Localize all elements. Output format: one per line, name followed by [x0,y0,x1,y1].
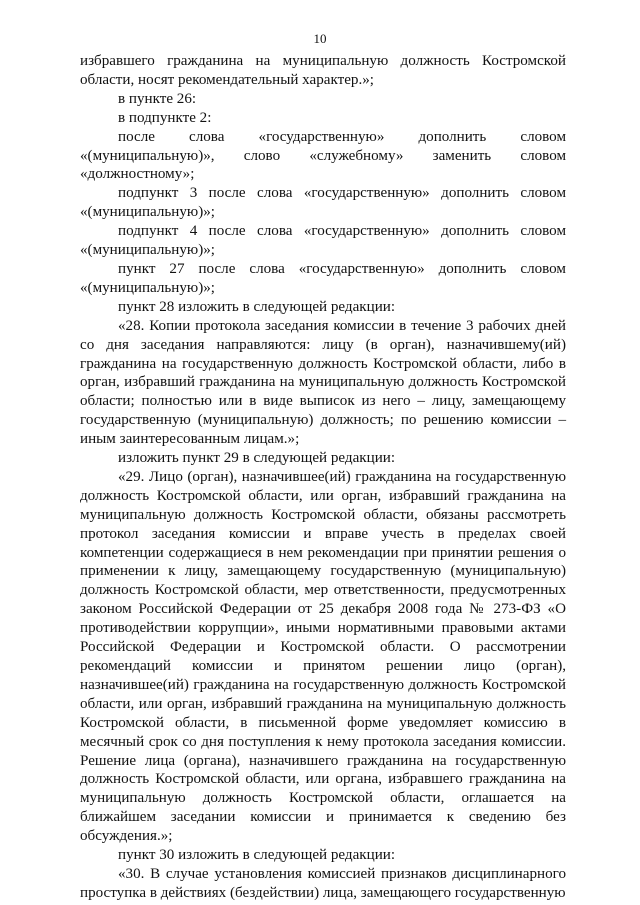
paragraph-10: изложить пункт 29 в следующей редакции: [118,450,396,467]
paragraph-9: «28. Копии протокола заседания комиссии в течение 3 рабочих дней со дня заседания направляются: лицу (в орган), назначившему(ий) гражданина на государственную должность Костромской области, либо в орган, избравший гражданина на муниципальную должность Костромской области; полностью или в виде выписок из него – лицу, замещающему государственную (муниципальную) должность; по решению комиссии – иным заинтересованным лицам.»; [80,317,566,448]
paragraph-7: пункт 27 после слова «государственную» дополнить словом «(муниципальную)»; [80,260,566,296]
page-number: 10 [313,31,327,46]
paragraph-6: подпункт 4 после слова «государственную» дополнить словом «(муниципальную)»; [80,223,566,259]
paragraph-2: в пункте 26: [118,90,197,107]
paragraph-12: пункт 30 изложить в следующей редакции: [118,847,396,864]
paragraph-13: «30. В случае установления комиссией признаков дисциплинарного проступка в действиях (бездействии) лица, замещающего государственную [80,865,566,901]
paragraph-5: подпункт 3 после слова «государственную» дополнить словом «(муниципальную)»; [80,185,566,221]
paragraph-11: «29. Лицо (орган), назначившее(ий) гражданина на государственную должность Костромской области, или орган, избравший гражданина на муниципальную должность Костромской области, обязаны рассмотреть протокол заседания комиссии и вправе учесть в пределах своей компетенции содержащиеся в нем рекомендации при принятии решения о применении к лицу, замещающему государственную (муниципальную) должность Костромской области, мер ответственности, предусмотренных законом Российской Федерации от 25 декабря 2008 года № 273-ФЗ «О противодействии коррупции», иными нормативными правовыми актами Российской Федерации и Костромской области. О рассмотрении рекомендаций комиссии и принятом решении лицо (орган), назначившее(ий) гражданина на государственную должность Костромской области, или орган, избравший гражданина на муниципальную должность Костромской области, в письменной форме уведомляет комиссию в месячный срок со дня поступления к нему протокола заседания комиссии. Решение лица (органа), назначившего гражданина на государственную должность Костромской области, или органа, избравшего гражданина на муниципальную должность Костромской области, оглашается на ближайшем заседании комиссии и принимается к сведению без обсуждения.»; [80,468,566,845]
document-body [80,52,566,903]
paragraph-3: в подпункте 2: [118,109,212,126]
paragraph-8: пункт 28 изложить в следующей редакции: [118,298,396,315]
paragraph-4: после слова «государственную» дополнить словом «(муниципальную)», слово «служебному» заменить словом «должностному»; [80,128,566,183]
paragraph-1: избравшего гражданина на муниципальную должность Костромской области, носят рекомендательный характер.»; [80,53,566,88]
